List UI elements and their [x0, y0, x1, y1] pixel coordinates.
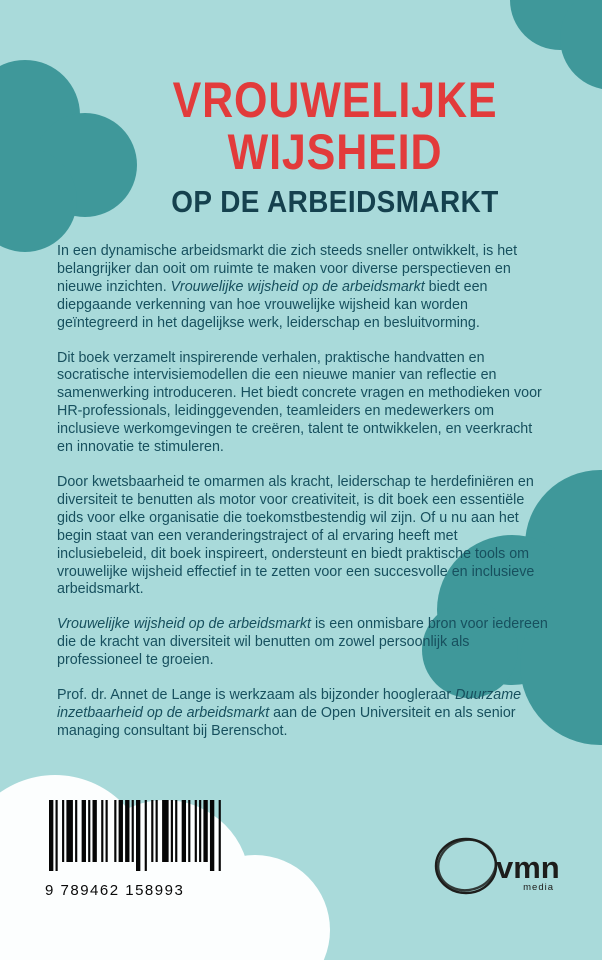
barcode-bars [45, 800, 227, 874]
logo-circle-sketch-icon [433, 834, 501, 897]
paragraph-3-text: Door kwetsbaarheid te omarmen als kracht, leiderschap te herdefiniëren en diversiteit te benutten als motor voor creativiteit, is dit boek een essentiële gids voor elke organisatie die toekomstbestendig wil zijn. Of u nu aan het begin staat van een veranderingstraject of al ervaring heeft met inclusiebeleid, dit boek inspireert, ondersteunt en biedt praktische tools om vrouwelijke wijsheid effectief in te zetten voor een succesvolle en inclusieve arbeidsmarkt. [57, 473, 535, 598]
logo-name: vmn [496, 850, 560, 885]
logo-tagline: media [523, 882, 554, 893]
book-title-line2: WIJSHEID [227, 124, 443, 180]
paragraph-4 [57, 616, 549, 670]
paragraph-3 [57, 474, 549, 599]
paragraph-1-text-a: In een dynamische arbeidsmarkt die zich steeds sneller ontwikkelt, is het belangrijker dan ooit om ruimte te maken voor diverse perspectieven en nieuwe inzichten. [57, 243, 518, 295]
barcode-number: 9 789462 158993 [45, 882, 185, 899]
paragraph-1 [57, 243, 549, 333]
book-title-line1: VROUWELIJKE [172, 72, 498, 128]
paragraph-5-author-bio [57, 687, 549, 741]
paragraph-1-text-b: biedt een diepgaande verkenning van hoe vrouwelijke wijsheid kan worden geïntegreerd in het dagelijkse werk, leiderschap en besluitvorming. [57, 278, 488, 331]
paragraph-4-book-title-italic: Vrouwelijke wijsheid op de arbeidsmarkt [57, 616, 312, 633]
paragraph-4-text: is een onmisbare bron voor iedereen die de kracht van diversiteit wil benutten om zowel persoonlijk als professioneel te groeien. [57, 616, 548, 669]
paragraph-5-text-a: Prof. dr. Annet de Lange is werkzaam als bijzonder hoogleraar [57, 687, 456, 704]
book-subtitle: OP DE ARBEIDSMARKT [171, 184, 499, 219]
back-cover-text [57, 243, 549, 758]
paragraph-5-chair-italic: Duurzame inzetbaarheid op de arbeidsmarkt [57, 687, 522, 721]
publisher-logo [430, 830, 565, 902]
paragraph-1-book-title-italic: Vrouwelijke wijsheid op de arbeidsmarkt [170, 278, 425, 295]
barcode [45, 800, 230, 899]
title-block [105, 74, 565, 218]
paragraph-2-text: Dit boek verzamelt inspirerende verhalen, praktische handvatten en socratische intervisiemodellen die een nieuwe manier van reflectie en samenwerking introduceren. Het biedt concrete vragen en methodieken voor HR-professionals, leidinggevenden, teamleiders en medewerkers om inclusieve werkomgevingen te creëren, talent te ontwikkelen, en veerkracht en innovatie te stimuleren. [57, 349, 542, 456]
paragraph-5-text-b: aan de Open Universiteit en als senior managing consultant bij Berenschot. [57, 704, 516, 739]
paragraph-2 [57, 350, 549, 457]
